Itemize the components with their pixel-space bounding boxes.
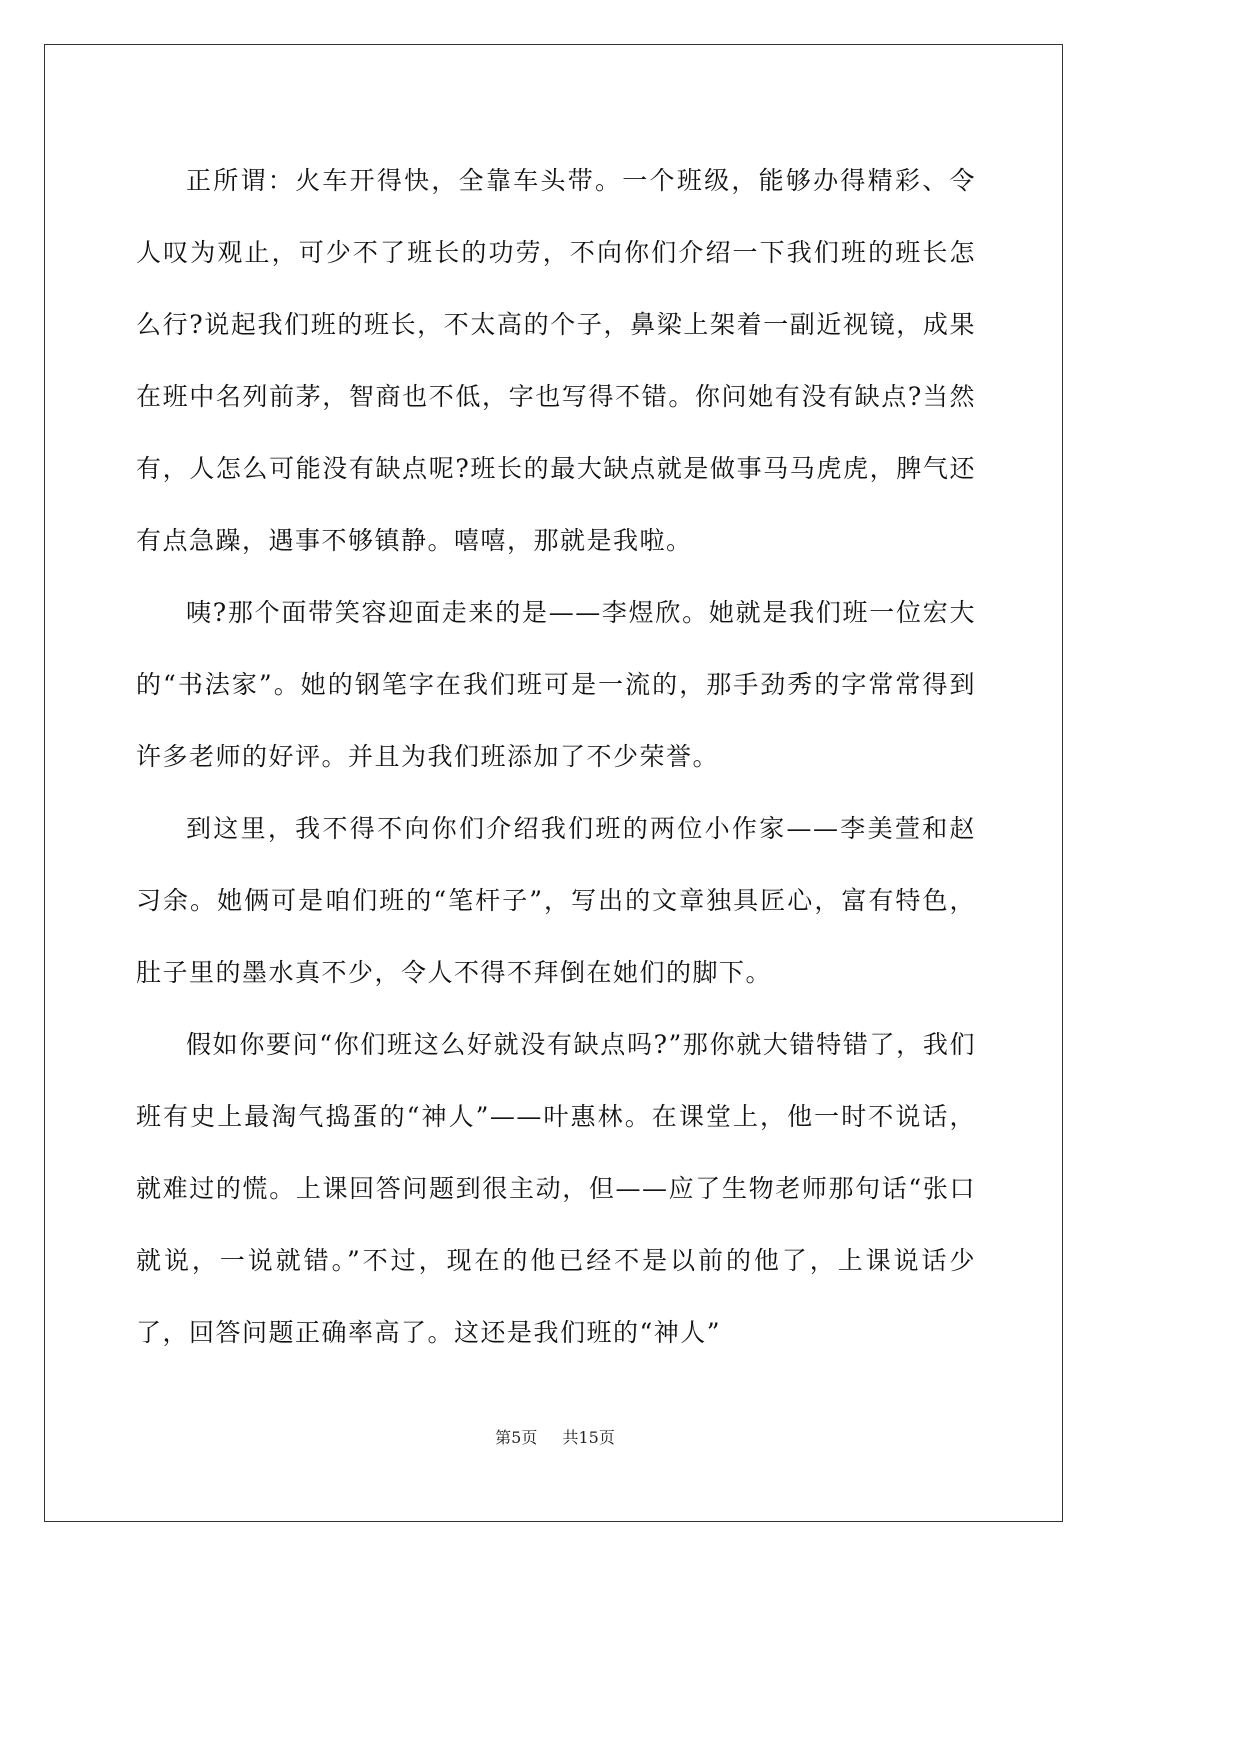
paragraph-4: 假如你要问“你们班这么好就没有缺点吗?”那你就大错特错了，我们班有史上最淘气捣蛋的“神人”——叶惠林。在课堂上，他一时不说话，就难过的慌。上课回答问题到很主动，但——应了生物老师那句话“张口就说，一说就错。”不过，现在的他已经不是以前的他了，上课说话少了，回答问题正确率高了。这还是我们班的“神人” bbox=[136, 1030, 976, 1347]
paragraph-1: 正所谓：火车开得快，全靠车头带。一个班级，能够办得精彩、令人叹为观止，可少不了班长的功劳，不向你们介绍一下我们班的班长怎么行?说起我们班的班长，不太高的个子，鼻梁上架着一副近视镜，成果在班中名列前茅，智商也不低，字也写得不错。你问她有没有缺点?当然有，人怎么可能没有缺点呢?班长的最大缺点就是做事马马虎虎，脾气还有点急躁，遇事不够镇静。嘻嘻，那就是我啦。 bbox=[136, 166, 976, 555]
paragraph-3: 到这里，我不得不向你们介绍我们班的两位小作家——李美萱和赵习余。她俩可是咱们班的“笔杆子”，写出的文章独具匠心，富有特色，肚子里的墨水真不少，令人不得不拜倒在她们的脚下。 bbox=[136, 814, 976, 987]
paragraph-2: 咦?那个面带笑容迎面走来的是——李煜欣。她就是我们班一位宏大的“书法家”。她的钢笔字在我们班可是一流的，那手劲秀的字常常得到许多老师的好评。并且为我们班添加了不少荣誉。 bbox=[136, 598, 976, 771]
page-number: 第5页 bbox=[495, 1428, 538, 1447]
document-body bbox=[136, 145, 976, 1369]
page-total: 共15页 bbox=[562, 1428, 615, 1447]
page-footer bbox=[0, 1426, 1110, 1450]
